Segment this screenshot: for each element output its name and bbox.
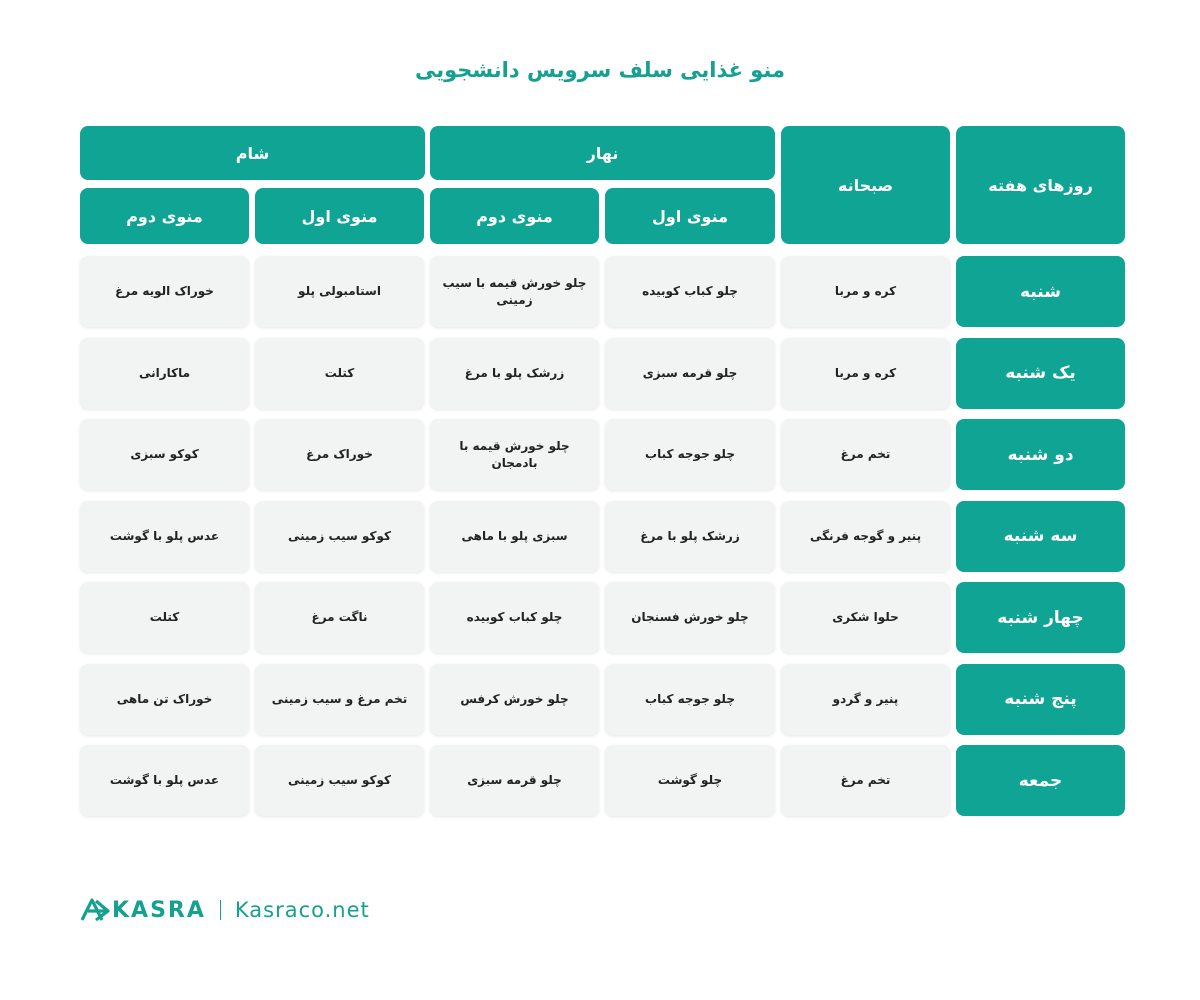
breakfast-cell: کره و مربا xyxy=(781,256,950,327)
dinner-second-cell: عدس پلو با گوشت xyxy=(80,745,249,816)
dinner-second-cell: ماکارانی xyxy=(80,338,249,409)
lunch-first-cell: چلو گوشت xyxy=(605,745,775,816)
lunch-first-cell: چلو کباب کوبیده xyxy=(605,256,775,327)
lunch-first-cell: چلو جوجه کباب xyxy=(605,419,775,490)
dinner-second-cell: خوراک تن ماهی xyxy=(80,664,249,735)
menu-table xyxy=(80,126,1125,816)
header-dinner-first: منوی اول xyxy=(255,188,424,244)
brand-name: KASRA xyxy=(112,897,206,923)
day-cell: شنبه xyxy=(956,256,1125,327)
lunch-second-cell: زرشک پلو با مرغ xyxy=(430,338,599,409)
lunch-second-cell: چلو کباب کوبیده xyxy=(430,582,599,653)
dinner-second-cell: عدس پلو با گوشت xyxy=(80,501,249,572)
dinner-first-cell: ناگت مرغ xyxy=(255,582,424,653)
breakfast-cell: تخم مرغ xyxy=(781,745,950,816)
lunch-first-cell: چلو خورش فسنجان xyxy=(605,582,775,653)
footer xyxy=(80,893,370,927)
lunch-second-cell: چلو قرمه سبزی xyxy=(430,745,599,816)
header-dinner-second: منوی دوم xyxy=(80,188,249,244)
breakfast-cell: پنیر و گردو xyxy=(781,664,950,735)
dinner-second-cell: کوکو سبزی xyxy=(80,419,249,490)
dinner-first-cell: کوکو سیب زمینی xyxy=(255,501,424,572)
breakfast-cell: تخم مرغ xyxy=(781,419,950,490)
day-cell: چهار شنبه xyxy=(956,582,1125,653)
day-cell: دو شنبه xyxy=(956,419,1125,490)
lunch-first-cell: زرشک پلو با مرغ xyxy=(605,501,775,572)
header-lunch: نهار xyxy=(430,126,775,180)
kasra-logo-icon xyxy=(80,898,110,922)
breakfast-cell: کره و مربا xyxy=(781,338,950,409)
dinner-second-cell: خوراک الویه مرغ xyxy=(80,256,249,327)
website-link[interactable]: Kasraco.net xyxy=(234,898,370,922)
brand-logo xyxy=(80,898,206,923)
breakfast-cell: حلوا شکری xyxy=(781,582,950,653)
dinner-first-cell: خوراک مرغ xyxy=(255,419,424,490)
lunch-second-cell: چلو خورش کرفس xyxy=(430,664,599,735)
day-cell: جمعه xyxy=(956,745,1125,816)
lunch-second-cell: سبزی پلو با ماهی xyxy=(430,501,599,572)
dinner-second-cell: کتلت xyxy=(80,582,249,653)
header-breakfast: صبحانه xyxy=(781,126,950,244)
lunch-second-cell: چلو خورش قیمه با بادمجان xyxy=(430,419,599,490)
dinner-first-cell: کتلت xyxy=(255,338,424,409)
lunch-first-cell: چلو قرمه سبزی xyxy=(605,338,775,409)
header-lunch-second: منوی دوم xyxy=(430,188,599,244)
day-cell: پنج شنبه xyxy=(956,664,1125,735)
lunch-second-cell: چلو خورش قیمه با سیب زمینی xyxy=(430,256,599,327)
day-cell: سه شنبه xyxy=(956,501,1125,572)
dinner-first-cell: تخم مرغ و سیب زمینی xyxy=(255,664,424,735)
lunch-first-cell: چلو جوجه کباب xyxy=(605,664,775,735)
footer-divider xyxy=(220,900,221,920)
day-cell: یک شنبه xyxy=(956,338,1125,409)
dinner-first-cell: استامبولی پلو xyxy=(255,256,424,327)
page-title: منو غذایی سلف سرویس دانشجویی xyxy=(414,58,786,82)
header-lunch-first: منوی اول xyxy=(605,188,775,244)
dinner-first-cell: کوکو سیب زمینی xyxy=(255,745,424,816)
header-days: روزهای هفته xyxy=(956,126,1125,244)
header-dinner: شام xyxy=(80,126,425,180)
breakfast-cell: پنیر و گوجه فرنگی xyxy=(781,501,950,572)
